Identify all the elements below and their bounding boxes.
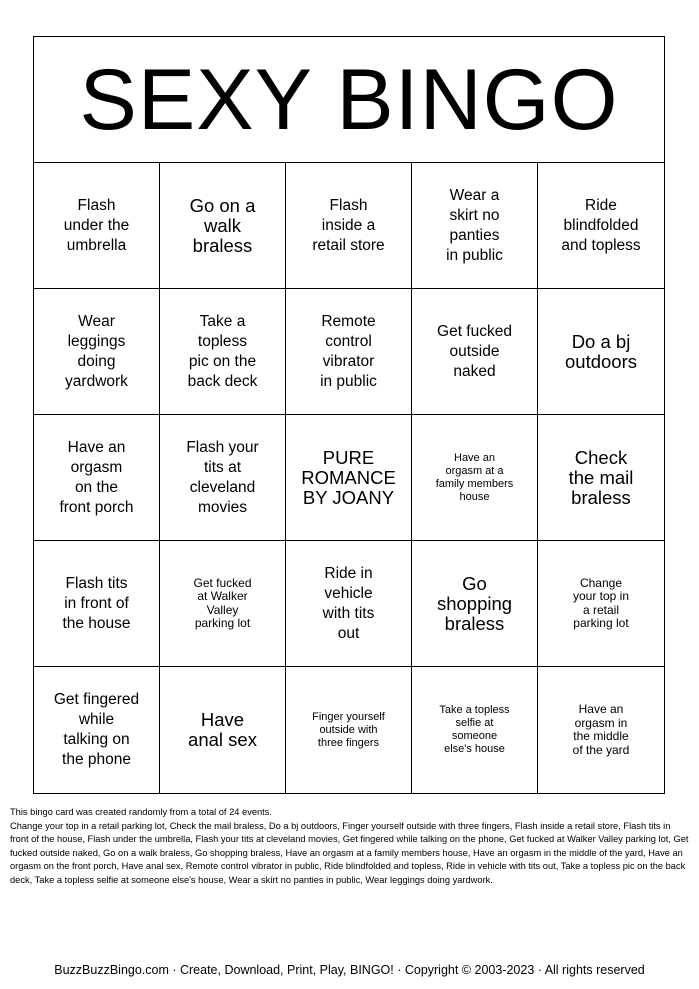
bingo-cell-line: in public <box>446 246 503 264</box>
bingo-cell-line: outside with <box>319 723 378 736</box>
bingo-cell-text <box>436 452 514 504</box>
bingo-cell-line: out <box>337 624 360 642</box>
bingo-cell-line: braless <box>444 612 505 634</box>
bingo-cell <box>412 541 538 667</box>
bingo-cell-line: inside a <box>321 216 376 234</box>
bingo-cell-line: orgasm in <box>574 715 628 730</box>
bingo-cell-line: on the <box>74 478 119 496</box>
bingo-cell-line: blindfolded <box>563 216 639 234</box>
bingo-cell <box>160 415 286 541</box>
bingo-cell-text <box>59 438 133 518</box>
bingo-cell-line: in front of <box>64 594 129 612</box>
bingo-cell-line: Go on a <box>189 194 256 216</box>
bingo-cell <box>538 541 664 667</box>
bingo-cell-line: at Walker <box>197 589 248 603</box>
bingo-grid <box>34 163 664 793</box>
bingo-cell <box>538 289 664 415</box>
bingo-cell <box>286 163 412 289</box>
bingo-cell-line: Ride <box>585 196 617 214</box>
bingo-cell-line: skirt no <box>449 206 500 224</box>
bingo-cell-text <box>301 448 396 508</box>
bingo-cell-line: doing <box>77 352 116 370</box>
bingo-cell-line: BY JOANY <box>302 486 395 508</box>
bingo-cell-line: pic on the <box>188 352 257 370</box>
bingo-cell-line: Change <box>579 575 623 590</box>
bingo-cell-text <box>569 448 634 508</box>
bingo-cell-line: shopping <box>436 592 513 614</box>
bingo-cell-line: in public <box>320 372 377 390</box>
bingo-cell-line: topless <box>197 332 248 350</box>
bingo-cell-line: Flash tits <box>65 574 128 592</box>
bingo-cell-line: movies <box>197 498 248 516</box>
bingo-cell-text <box>573 703 630 757</box>
bingo-cell-text <box>186 438 258 518</box>
bingo-cell-line: while <box>78 711 115 728</box>
bingo-cell-text <box>573 577 629 631</box>
bingo-cell <box>34 667 160 793</box>
bingo-cell-text <box>323 564 375 644</box>
bingo-cell-line: house <box>459 490 490 503</box>
bingo-cell-line: yardwork <box>65 372 128 390</box>
bingo-cell <box>286 541 412 667</box>
bingo-cell-line: Have an <box>454 451 495 464</box>
bingo-cell-line: retail store <box>312 236 385 254</box>
bingo-cell-line: Get fingered <box>53 691 140 708</box>
card-title: SEXY BINGO <box>34 37 664 163</box>
bingo-cell <box>160 541 286 667</box>
bingo-cell-line: Get fucked <box>193 575 252 590</box>
bingo-cell-line: ROMANCE <box>301 466 396 488</box>
bingo-cell-line: Have an <box>67 438 126 456</box>
bingo-cell-line: Ride in <box>324 564 373 582</box>
bingo-cell-line: umbrella <box>66 236 127 254</box>
bingo-cell-line: naked <box>453 362 496 380</box>
bingo-cell-line: Finger yourself <box>312 710 385 723</box>
bingo-cell-line: orgasm <box>70 458 123 476</box>
bingo-cell-line: Remote <box>321 312 376 330</box>
bingo-cell-text <box>65 312 128 392</box>
bingo-cell-line: back deck <box>187 372 258 390</box>
info-summary: This bingo card was created randomly from a total of 24 events. <box>10 807 272 817</box>
bingo-cell-line: braless <box>571 486 631 508</box>
bingo-cell-text <box>54 690 139 770</box>
bingo-cell <box>412 289 538 415</box>
bingo-cell <box>412 667 538 793</box>
bingo-cell-text <box>561 196 640 256</box>
bingo-cell <box>412 415 538 541</box>
footer: BuzzBuzzBingo.com · Create, Download, Print, Play, BINGO! · Copyright © 2003-2023 · All rights reserved <box>54 963 645 977</box>
bingo-cell-line: three fingers <box>317 736 380 749</box>
bingo-cell-text <box>320 312 377 392</box>
bingo-cell-line: cleveland <box>189 478 256 496</box>
bingo-cell-text <box>312 711 385 750</box>
bingo-cell-line: else's house <box>444 743 505 755</box>
bingo-cell-text <box>188 312 258 392</box>
bingo-cell-text <box>64 196 130 256</box>
bingo-cell <box>286 667 412 793</box>
bingo-cell-line: your top in <box>572 589 630 603</box>
bingo-cell <box>412 163 538 289</box>
bingo-cell-text <box>193 577 251 631</box>
bingo-cell-line: the middle <box>573 729 629 743</box>
bingo-cell-line: Have <box>200 709 245 730</box>
bingo-cell-line: Go <box>462 572 487 594</box>
bingo-cell <box>34 163 160 289</box>
bingo-cell-line: Get fucked <box>437 322 512 340</box>
bingo-cell-line: Flash your <box>186 438 259 456</box>
bingo-cell-line: Flash <box>329 196 368 214</box>
bingo-cell-line: vehicle <box>324 584 373 602</box>
bingo-cell-line: Wear a <box>449 186 500 204</box>
bingo-cell-text <box>439 704 509 756</box>
bingo-cell <box>160 163 286 289</box>
bingo-cell-line: talking on <box>63 731 130 748</box>
info-events: Change your top in a retail parking lot, Check the mail braless, Do a bj outdoors, Finger yourself outside with three fingers, Flash inside a retail store, Flash tits in front of the house, Flash under the umbrella, Flash your tits at cleveland movies, Get fingered while talking on the phone, Get fucked at Walker Valley parking lot, Get fucked outside naked, Go on a walk braless, Go shopping braless, Have an orgasm at a family members house, Have an orgasm in the middle of the yard, Have an orgasm on the front porch, Have anal sex, Remote control vibrator in public, Ride blindfolded and topless, Ride in vehicle with tits out, Take a topless pic on the back deck, Take a topless selfie at someone else's house, Wear a skirt no panties in public, Wear leggings doing yardwork. <box>10 820 689 885</box>
bingo-cell-line: Do a bj <box>571 330 631 352</box>
bingo-cell <box>34 289 160 415</box>
bingo-cell-line: parking lot <box>573 616 629 630</box>
bingo-cell-line: a retail <box>582 602 619 617</box>
bingo-cell-line: orgasm at a <box>445 464 504 477</box>
bingo-cell-line: outdoors <box>565 350 637 372</box>
bingo-cell <box>34 541 160 667</box>
bingo-cell <box>160 289 286 415</box>
bingo-cell-line: Check <box>574 446 628 468</box>
bingo-cell-line: the mail <box>568 466 634 488</box>
bingo-cell <box>286 289 412 415</box>
bingo-cell-text <box>312 196 384 256</box>
bingo-cell <box>538 667 664 793</box>
bingo-cell-text <box>437 322 512 382</box>
bingo-cell-line: PURE <box>322 446 375 468</box>
bingo-cell-line: braless <box>192 234 253 256</box>
bingo-cell-text <box>190 196 256 256</box>
bingo-cell-line: with tits <box>322 604 375 622</box>
bingo-cell-line: control <box>325 332 372 350</box>
bingo-cell-line: the house <box>62 614 131 632</box>
bingo-cell-line: the phone <box>62 751 131 768</box>
bingo-cell-text <box>188 710 257 750</box>
bingo-cell-line: Valley <box>206 602 239 617</box>
bingo-cell-line: walk <box>203 214 241 236</box>
bingo-cell-line: outside <box>449 342 500 360</box>
bingo-cell-line: Flash <box>77 196 116 214</box>
bingo-cell-line: leggings <box>67 332 126 350</box>
bingo-cell-line: of the yard <box>572 742 630 757</box>
bingo-cell-line: anal sex <box>188 729 257 750</box>
bingo-cell-text <box>437 574 512 634</box>
bingo-cell-line: someone <box>451 730 498 742</box>
bingo-cell-line: under the <box>63 216 130 234</box>
bingo-cell <box>538 163 664 289</box>
bingo-cell-line: and topless <box>561 236 641 254</box>
bingo-cell-text <box>62 574 130 634</box>
bingo-cell-line: selfie at <box>455 717 494 729</box>
bingo-cell-line: Take a topless <box>439 704 510 716</box>
bingo-cell-line: Have an <box>578 702 624 716</box>
bingo-cell-line: Wear <box>78 312 115 330</box>
bingo-cell-line: vibrator <box>322 352 375 370</box>
bingo-cell <box>286 415 412 541</box>
bingo-cell-line: front porch <box>59 498 134 516</box>
bingo-cell <box>538 415 664 541</box>
bingo-card <box>33 36 665 794</box>
bingo-cell <box>34 415 160 541</box>
bingo-cell-line: tits at <box>203 458 242 476</box>
bingo-cell-line: Take a <box>199 312 246 330</box>
bingo-cell-line: panties <box>449 226 500 244</box>
bingo-cell-line: family members <box>435 477 514 490</box>
bingo-cell-line: parking lot <box>194 616 251 630</box>
bingo-cell-text <box>446 186 503 266</box>
info-block <box>10 806 690 888</box>
bingo-cell <box>160 667 286 793</box>
bingo-cell-text <box>565 332 637 372</box>
